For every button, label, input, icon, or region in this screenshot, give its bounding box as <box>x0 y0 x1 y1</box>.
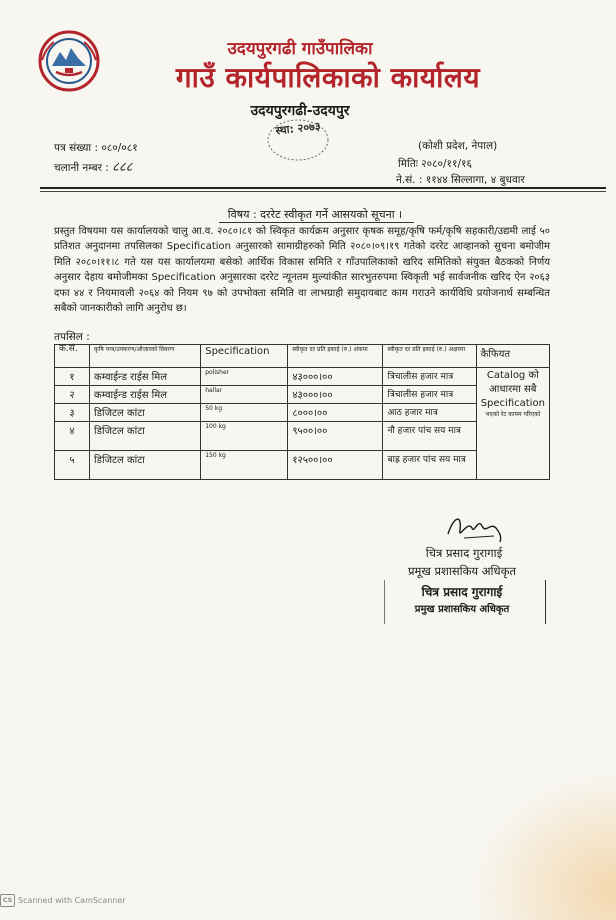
date-label: मितिः <box>398 158 418 170</box>
letter-number-label: पत्र संख्या : <box>54 142 99 154</box>
row-rate: ४३०००।०० <box>288 368 383 386</box>
row-specification: 100 kg <box>201 422 288 451</box>
header-remarks: कैफियत <box>476 345 549 368</box>
row-sn: २ <box>55 386 90 404</box>
row-sn: ३ <box>55 404 90 422</box>
province: (कोशी प्रदेश, नेपाल) <box>418 140 498 152</box>
stamp-title: प्रमुख प्रशासकिय अधिकृत <box>414 604 510 615</box>
header-rate-figures: स्वीकृत दर प्रति इकाई (रु.) अंकमा <box>288 345 383 368</box>
header-divider-thin <box>40 191 606 192</box>
row-specification: 50 kg <box>201 404 288 422</box>
letter-number-value: ०८०/०८१ <box>101 142 138 154</box>
letter-number <box>54 141 138 155</box>
signatory-title: प्रमूख प्रशासकिय अधिकृत <box>408 564 516 578</box>
header-item-name: कृषि यन्त्र/उपकरण/औजारको विवरण <box>90 345 201 368</box>
header-rate-words: स्वीकृत दर प्रति इकाई (रु.) अक्षरमा <box>383 345 476 368</box>
dispatch-number <box>54 157 132 175</box>
scanner-watermark <box>0 892 126 908</box>
row-rate: ८०००।०० <box>288 404 383 422</box>
remark-main: Catalog को आधारमा सबै Specification <box>480 370 545 409</box>
nepal-emblem-icon <box>38 30 100 92</box>
row-sn: ५ <box>55 451 90 480</box>
row-item-name: कम्वाईन्ड राईस मिल <box>90 386 201 404</box>
row-rate-words: बाह्र हजार पांच सय मात्र <box>383 451 476 480</box>
row-rate-words: आठ हजार मात्र <box>383 404 476 422</box>
row-specification: polisher <box>201 368 288 386</box>
row-specification: 150 kg <box>201 451 288 480</box>
row-rate: ९५००।०० <box>288 422 383 451</box>
header-divider <box>40 187 606 189</box>
row-item-name: डिजिटल कांटा <box>90 451 201 480</box>
row-item-name: कम्वाईन्ड राईस मिल <box>90 368 201 386</box>
row-rate-words: त्रिचालीस हजार मात्र <box>383 368 476 386</box>
table-row <box>55 368 550 386</box>
signatory-name: चित्र प्रसाद गुरागाई <box>425 546 503 560</box>
row-rate-words: नौ हजार पांच सय मात्र <box>383 422 476 451</box>
table-row <box>55 386 550 404</box>
stamp-year: स्था: २०७३ <box>274 119 322 138</box>
handwritten-signature <box>444 510 504 546</box>
row-item-name: डिजिटल कांटा <box>90 404 201 422</box>
letter-date <box>398 157 472 171</box>
camscanner-icon: CS <box>0 894 15 907</box>
scan-light-artifact <box>470 770 616 920</box>
row-rate: १२५००।०० <box>288 451 383 480</box>
office-name: गाउँ कार्यपालिकाको कार्यालय <box>175 61 481 94</box>
row-rate: ४३०००।०० <box>288 386 383 404</box>
row-specification: hallar <box>201 386 288 404</box>
row-sn: १ <box>55 368 90 386</box>
row-sn: ४ <box>55 422 90 451</box>
rate-table <box>54 344 550 480</box>
nepal-sambat-date: ने.सं. : ११४४ सिल्लागा, ४ बुधवार <box>396 174 525 186</box>
stamp-name: चित्र प्रसाद गुरागाई <box>421 585 503 599</box>
remark-sub: भएको रेट कायम गरिएको <box>485 411 541 418</box>
table-caption: तपसिल : <box>54 331 90 343</box>
table-row <box>55 422 550 451</box>
subject-underline <box>219 222 414 223</box>
date-value: २०८०/११/१६ <box>421 158 472 170</box>
table-row <box>55 404 550 422</box>
remarks-cell <box>476 368 549 480</box>
table-header-row <box>55 345 550 368</box>
table-row <box>55 451 550 480</box>
watermark-text: Scanned with CamScanner <box>18 895 126 905</box>
header-specification: Specification <box>201 345 288 368</box>
office-address: उदयपुरगढी-उदयपुर <box>250 103 350 119</box>
dispatch-number-value: ८८८ <box>112 160 133 175</box>
name-stamp <box>386 583 538 615</box>
row-item-name: डिजिटल कांटा <box>90 422 201 451</box>
row-rate-words: त्रिचालीस हजार मात्र <box>383 386 476 404</box>
org-name: उदयपुरगढी गाउँपालिका <box>227 39 373 59</box>
subject-line: विषय : दररेट स्वीकृत गर्ने आसयको सूचना । <box>227 208 403 221</box>
notice-body: प्रस्तुत विषयमा यस कार्यालयको चालु आ.व. २०८०।८१ को स्विकृत कार्यक्रम अनुसार कृषक समूह/कृषि फर्म/कृषि सहकारी/उद्यमी लाई ५० प्रतिशत अनुदानमा तपसिलका Specification अनुसारको सामाग्रीहरुको मिति २०८०।०९।१९ गतेको दररेट आव्हानको सुचना बमोजीम मिति २०८०।११।८ गते यस यस कार्यालयमा बसेको आर्थिक विकास समिति र गाँउपालिकाको खरिद समितिको संयुक्त बैठकको निर्णय अनुसार देहाय बमोजीमका Specification अनुसारका दररेट न्यूनतम मुल्यांकीत सारभुतरुपमा स्विकृती भई सार्वजनीक खरिद ऐन २०६३ दफा ४४ र नियमावली २०६४ को नियम ९७ को उपभोक्ता समिति वा लाभग्राही समुदायबाट काम गराउने कार्यविधि प्रयोजनार्थ सम्बन्धित सबैको जानकारीको लागि अनुरोध छ। <box>54 226 550 315</box>
header-sn: क.सं. <box>55 345 90 368</box>
dispatch-number-label: चलानी नम्बर : <box>54 162 109 174</box>
